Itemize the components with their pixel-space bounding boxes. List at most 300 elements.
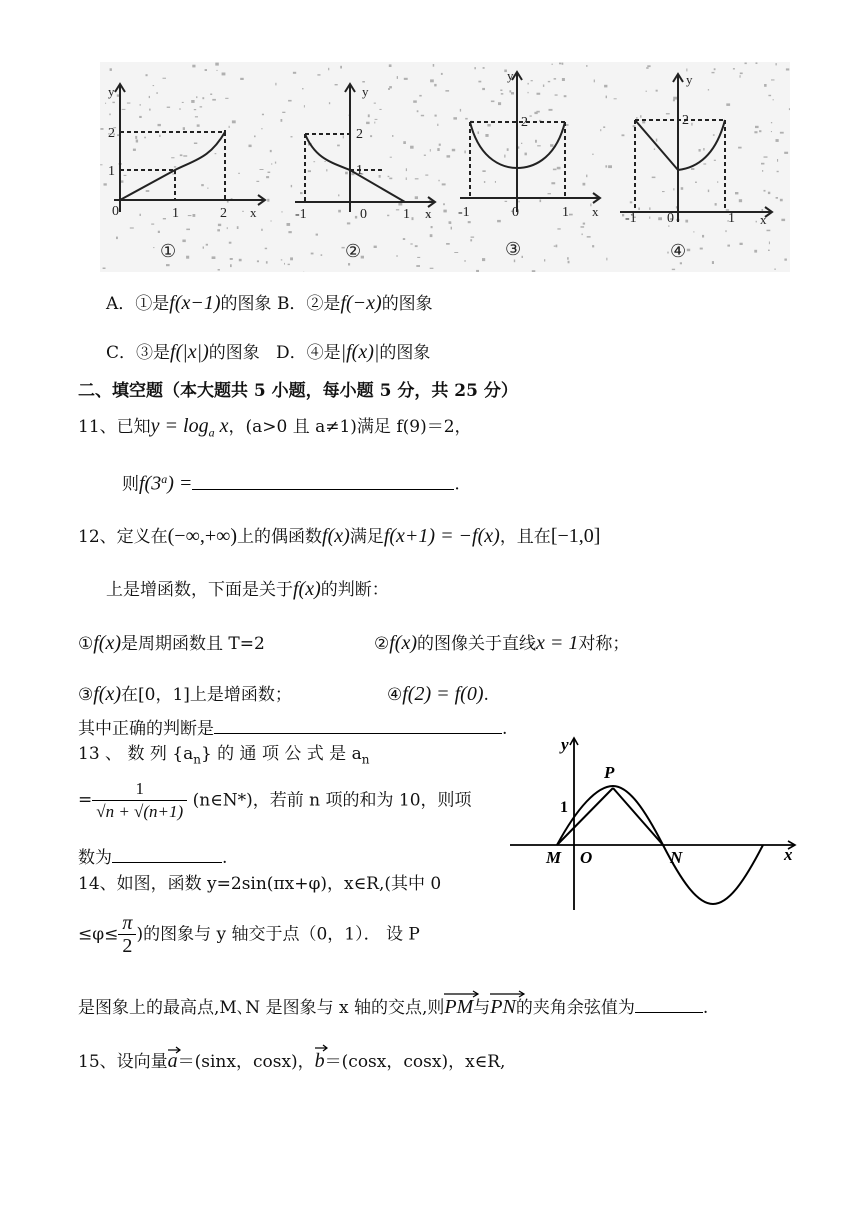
- sine-label-1: 1: [560, 799, 568, 816]
- noise-speck: [291, 185, 292, 187]
- noise-speck: [261, 229, 263, 231]
- noise-speck: [714, 68, 716, 70]
- noise-speck: [153, 85, 155, 86]
- noise-speck: [127, 103, 130, 104]
- noise-speck: [396, 209, 399, 210]
- noise-speck: [186, 256, 189, 259]
- q12-answer-end: .: [502, 719, 508, 739]
- q15-vec-b: [315, 1050, 325, 1072]
- noise-speck: [699, 149, 701, 152]
- noise-speck: [434, 84, 436, 87]
- noise-speck: [532, 270, 536, 272]
- noise-speck: [230, 264, 232, 267]
- noise-speck: [103, 268, 106, 270]
- noise-speck: [726, 103, 730, 106]
- option-a-suffix: 的图象: [220, 294, 272, 314]
- noise-speck: [293, 72, 296, 74]
- q11-num: 11、已知: [78, 417, 151, 437]
- noise-speck: [453, 117, 457, 119]
- noise-speck: [174, 166, 176, 167]
- noise-speck: [652, 177, 656, 179]
- noise-speck: [759, 130, 761, 132]
- noise-speck: [691, 168, 694, 170]
- noise-speck: [647, 65, 650, 67]
- noise-speck: [203, 247, 204, 249]
- q14-l3-mid: 与: [473, 998, 491, 1018]
- noise-speck: [222, 73, 226, 76]
- noise-speck: [491, 101, 495, 103]
- noise-speck: [370, 135, 372, 137]
- noise-speck: [768, 192, 770, 194]
- q11-f3a-sup: a: [161, 472, 168, 486]
- graph-1-y: y: [108, 84, 115, 99]
- noise-speck: [762, 209, 764, 211]
- noise-speck: [313, 161, 315, 162]
- noise-speck: [304, 105, 305, 107]
- noise-speck: [567, 257, 569, 260]
- option-c-prefix: C．③是: [106, 343, 171, 363]
- noise-speck: [552, 64, 553, 65]
- q12-i2-a: ②: [374, 634, 390, 654]
- noise-speck: [740, 75, 741, 78]
- noise-speck: [507, 148, 509, 151]
- question-13-line-2: [78, 778, 472, 823]
- noise-speck: [183, 127, 185, 130]
- vector-arrow-icon: [315, 1044, 329, 1052]
- noise-speck: [249, 145, 252, 148]
- noise-speck: [773, 99, 774, 100]
- q12-i1-fx: f(x): [93, 632, 122, 654]
- noise-speck: [201, 184, 204, 186]
- q13-answer-blank[interactable]: [112, 846, 222, 863]
- noise-speck: [158, 124, 161, 126]
- noise-speck: [443, 203, 445, 205]
- noise-speck: [764, 84, 767, 87]
- noise-speck: [156, 92, 157, 94]
- q15-vb: b: [314, 1050, 325, 1072]
- noise-speck: [482, 88, 485, 90]
- graph-2-y: y: [362, 84, 369, 99]
- noise-speck: [326, 169, 327, 171]
- noise-speck: [287, 223, 291, 226]
- noise-speck: [582, 234, 583, 236]
- q14-vec-pn: [490, 996, 516, 1018]
- noise-speck: [140, 104, 141, 105]
- noise-speck: [569, 214, 573, 216]
- noise-speck: [604, 85, 607, 88]
- question-11-line-1: [78, 415, 472, 443]
- noise-speck: [681, 187, 684, 190]
- noise-speck: [500, 90, 502, 92]
- option-ab: [106, 292, 433, 315]
- sine-label-m: M: [546, 848, 562, 867]
- noise-speck: [693, 231, 694, 232]
- noise-speck: [703, 148, 704, 151]
- noise-speck: [404, 78, 408, 80]
- noise-speck: [374, 103, 376, 104]
- graph-4-tick-2: 1: [728, 211, 735, 226]
- noise-speck: [430, 268, 434, 269]
- noise-speck: [316, 234, 318, 236]
- noise-speck: [431, 226, 433, 228]
- noise-speck: [497, 220, 501, 222]
- noise-speck: [514, 260, 515, 263]
- q13-frac-num: 1: [92, 778, 187, 801]
- noise-speck: [756, 221, 757, 223]
- noise-speck: [284, 263, 285, 265]
- noise-speck: [194, 109, 196, 110]
- option-d-suffix: 的图象: [379, 343, 431, 363]
- noise-speck: [556, 245, 558, 248]
- q13-frac-den: √n + √(n+1): [96, 802, 184, 821]
- noise-speck: [335, 84, 338, 85]
- noise-speck: [654, 149, 655, 150]
- noise-speck: [159, 135, 161, 137]
- q15-vec-a: [168, 1050, 178, 1072]
- q14-l2-b: )的图象与 y 轴交于点（0，1）． 设 P: [136, 924, 420, 945]
- q12-i3-a: ③: [78, 685, 94, 705]
- noise-speck: [413, 100, 417, 102]
- noise-speck: [505, 201, 508, 202]
- noise-speck: [348, 263, 350, 265]
- graph-2-x: x: [425, 206, 432, 221]
- noise-speck: [673, 188, 674, 190]
- question-12-answer: [78, 717, 507, 740]
- noise-speck: [712, 72, 715, 73]
- noise-speck: [239, 259, 242, 262]
- noise-speck: [633, 125, 636, 127]
- noise-speck: [412, 217, 414, 220]
- noise-speck: [338, 194, 339, 196]
- noise-speck: [375, 119, 378, 120]
- noise-speck: [403, 141, 406, 144]
- noise-speck: [446, 243, 450, 245]
- question-12-item-4: [387, 683, 489, 706]
- noise-speck: [586, 175, 587, 178]
- noise-speck: [146, 74, 148, 76]
- noise-speck: [345, 172, 348, 175]
- noise-speck: [464, 151, 465, 154]
- noise-speck: [439, 144, 441, 146]
- q12-l1-a: 12、定义在: [78, 527, 168, 547]
- noise-speck: [275, 162, 276, 164]
- noise-speck: [183, 155, 187, 156]
- noise-speck: [403, 238, 405, 240]
- noise-speck: [771, 131, 772, 132]
- noise-speck: [672, 269, 675, 270]
- q13-eq-prefix: =: [78, 790, 93, 810]
- noise-speck: [581, 226, 585, 228]
- noise-speck: [261, 128, 262, 129]
- noise-speck: [646, 67, 648, 69]
- noise-speck: [614, 98, 617, 99]
- noise-speck: [482, 170, 485, 172]
- noise-speck: [740, 243, 743, 245]
- noise-speck: [116, 237, 118, 240]
- q13-l1-sub2: n: [361, 752, 370, 767]
- noise-speck: [460, 109, 461, 112]
- q13-fraction: [92, 778, 187, 823]
- noise-speck: [554, 78, 557, 80]
- q11-eq: y = log: [150, 415, 209, 437]
- noise-speck: [215, 153, 217, 154]
- vector-arrow-icon: [490, 990, 526, 998]
- noise-speck: [437, 148, 439, 151]
- noise-speck: [768, 95, 771, 96]
- noise-speck: [777, 171, 779, 172]
- noise-speck: [687, 249, 690, 252]
- q14-vec2: PN: [490, 996, 516, 1018]
- noise-speck: [324, 161, 325, 162]
- noise-speck: [260, 169, 264, 170]
- q14-vec1: PM: [444, 996, 474, 1018]
- noise-speck: [649, 207, 650, 210]
- noise-speck: [592, 245, 594, 247]
- noise-speck: [435, 115, 437, 117]
- noise-speck: [112, 102, 115, 103]
- option-b-math: f(−x): [340, 292, 382, 314]
- noise-speck: [288, 100, 292, 102]
- option-b-suffix: 的图象: [381, 294, 433, 314]
- noise-speck: [366, 122, 370, 124]
- noise-speck: [110, 68, 112, 71]
- noise-speck: [271, 163, 272, 164]
- noise-speck: [767, 230, 771, 232]
- q12-i4-eq: f(2) = f(0): [402, 683, 484, 705]
- q14-vec-pm: [444, 996, 473, 1018]
- option-a-math: f(x−1): [169, 292, 221, 314]
- graph-2-label: ②: [345, 241, 362, 261]
- noise-speck: [468, 221, 471, 223]
- noise-speck: [622, 134, 625, 136]
- noise-speck: [761, 163, 764, 165]
- noise-speck: [638, 208, 640, 211]
- question-15-line-1: [78, 1050, 505, 1073]
- noise-speck: [606, 96, 607, 99]
- q14-l3-end: .: [702, 998, 709, 1018]
- noise-speck: [658, 217, 662, 220]
- noise-speck: [725, 230, 726, 232]
- noise-speck: [163, 78, 167, 79]
- graph-4-x: x: [760, 212, 767, 227]
- noise-speck: [454, 252, 458, 253]
- noise-speck: [764, 190, 766, 192]
- noise-speck: [702, 235, 704, 238]
- noise-speck: [329, 102, 330, 104]
- q14-answer-blank[interactable]: [635, 996, 703, 1013]
- noise-speck: [146, 190, 150, 192]
- noise-speck: [104, 183, 107, 185]
- noise-speck: [130, 227, 134, 228]
- noise-speck: [340, 66, 342, 69]
- q12-i1-b: 是周期函数且 T=2: [121, 634, 265, 654]
- noise-speck: [182, 240, 185, 243]
- q14-pi-den: 2: [122, 935, 133, 957]
- option-cd: [106, 341, 430, 364]
- noise-speck: [656, 90, 658, 92]
- q15-l1-a: 15、设向量: [78, 1052, 168, 1072]
- noise-speck: [254, 136, 256, 138]
- noise-speck: [415, 245, 418, 247]
- noise-speck: [140, 214, 141, 216]
- noise-speck: [745, 63, 747, 65]
- graph-2-ytick-1: 1: [356, 163, 363, 178]
- sine-label-o: O: [580, 848, 593, 867]
- noise-speck: [262, 114, 264, 116]
- noise-speck: [646, 91, 648, 92]
- q11-then: 则: [122, 474, 139, 495]
- noise-speck: [300, 192, 303, 194]
- noise-speck: [100, 128, 103, 130]
- noise-speck: [196, 96, 197, 98]
- noise-speck: [270, 221, 271, 222]
- noise-speck: [218, 224, 221, 226]
- noise-speck: [238, 173, 240, 174]
- noise-speck: [776, 197, 778, 199]
- q13-l1: 13 、 数 列 {a: [78, 744, 194, 764]
- noise-speck: [229, 126, 230, 128]
- noise-speck: [302, 88, 303, 89]
- noise-speck: [419, 95, 421, 97]
- noise-speck: [267, 199, 269, 202]
- q15-l1-c: ＝(cosx，cosx)，x∈R,: [324, 1052, 506, 1072]
- noise-speck: [474, 67, 476, 69]
- noise-speck: [230, 258, 233, 260]
- sine-label-n: N: [670, 848, 683, 867]
- graph-3-tick-2: 1: [562, 205, 569, 220]
- noise-speck: [667, 252, 668, 254]
- noise-speck: [396, 255, 398, 256]
- noise-speck: [388, 176, 390, 177]
- noise-speck: [780, 132, 784, 134]
- noise-speck: [554, 246, 556, 247]
- noise-speck: [583, 223, 585, 225]
- noise-speck: [338, 210, 341, 213]
- noise-speck: [275, 83, 276, 86]
- noise-speck: [600, 129, 601, 131]
- noise-speck: [151, 224, 154, 225]
- noise-speck: [504, 155, 505, 158]
- q12-i4-b: .: [483, 685, 489, 705]
- noise-speck: [282, 112, 285, 113]
- question-14-line-2: [78, 912, 420, 957]
- q14-l2-a: ≤φ≤: [78, 924, 119, 945]
- noise-speck: [776, 63, 777, 65]
- noise-speck: [186, 229, 190, 231]
- noise-speck: [257, 260, 259, 262]
- noise-speck: [555, 94, 558, 95]
- option-b-prefix: B．②是: [276, 294, 341, 314]
- noise-speck: [768, 250, 770, 251]
- noise-speck: [291, 136, 293, 137]
- noise-speck: [649, 217, 650, 219]
- noise-speck: [686, 69, 687, 72]
- noise-speck: [470, 239, 472, 241]
- question-12-item-2: [374, 632, 629, 655]
- noise-speck: [522, 256, 524, 258]
- noise-speck: [509, 90, 511, 92]
- q12-interval: (−∞,+∞): [167, 525, 238, 547]
- noise-speck: [197, 124, 200, 126]
- q12-i3-b: 在[0，1]上是增函数；: [121, 685, 292, 705]
- noise-speck: [482, 258, 485, 261]
- question-12-line-2: [106, 578, 389, 601]
- top-figure: [100, 62, 790, 272]
- graph-1-label: ①: [160, 241, 177, 261]
- q11-answer-blank[interactable]: [192, 473, 454, 490]
- q12-i1-a: ①: [78, 634, 94, 654]
- noise-speck: [194, 143, 197, 145]
- graph-4-y: y: [686, 72, 693, 87]
- noise-speck: [727, 245, 730, 247]
- question-12-item-1: [78, 632, 265, 655]
- noise-speck: [784, 259, 787, 261]
- noise-speck: [776, 139, 779, 142]
- noise-speck: [347, 222, 350, 224]
- q13-l1-b: } 的 通 项 公 式 是 a: [200, 744, 362, 764]
- noise-speck: [392, 135, 393, 137]
- noise-speck: [200, 106, 203, 107]
- graph-4-tick-1: 0: [667, 211, 674, 226]
- noise-speck: [636, 117, 637, 119]
- question-14-line-3: [78, 996, 708, 1019]
- graph-1-tick-2: 2: [220, 206, 227, 221]
- noise-speck: [784, 152, 788, 154]
- noise-speck: [780, 199, 783, 202]
- q15-l1-b: ＝(sinx，cosx)，: [177, 1052, 315, 1072]
- noise-speck: [389, 64, 392, 67]
- noise-speck: [557, 228, 560, 229]
- noise-speck: [417, 257, 420, 258]
- noise-speck: [441, 73, 443, 75]
- noise-speck: [328, 68, 329, 71]
- noise-speck: [562, 63, 564, 65]
- noise-speck: [149, 96, 150, 98]
- noise-speck: [374, 246, 377, 248]
- graph-4-label: ④: [670, 241, 687, 261]
- noise-speck: [451, 227, 452, 230]
- noise-speck: [754, 131, 757, 133]
- graph-3-ytick-2: 2: [521, 115, 528, 130]
- noise-speck: [501, 93, 504, 95]
- noise-speck: [215, 63, 219, 66]
- noise-speck: [308, 170, 311, 172]
- noise-speck: [756, 62, 758, 64]
- noise-speck: [452, 149, 455, 152]
- noise-speck: [605, 165, 607, 167]
- noise-speck: [568, 261, 570, 264]
- noise-speck: [256, 181, 259, 182]
- noise-speck: [712, 261, 714, 264]
- q11-f3a-end: ) =: [167, 472, 193, 495]
- noise-speck: [149, 109, 151, 111]
- noise-speck: [135, 136, 137, 139]
- q12-answer-blank[interactable]: [214, 717, 502, 734]
- noise-speck: [630, 201, 633, 203]
- noise-speck: [268, 172, 271, 173]
- noise-speck: [771, 122, 772, 123]
- sine-figure: [505, 730, 805, 920]
- graph-3-x: x: [592, 204, 599, 219]
- noise-speck: [433, 64, 435, 67]
- noise-speck: [549, 109, 553, 111]
- q12-i2-fx: f(x): [389, 632, 418, 654]
- noise-speck: [212, 256, 216, 259]
- noise-speck: [558, 168, 561, 170]
- noise-speck: [288, 264, 290, 265]
- noise-speck: [498, 102, 501, 105]
- q14-pi-fraction: [118, 912, 136, 957]
